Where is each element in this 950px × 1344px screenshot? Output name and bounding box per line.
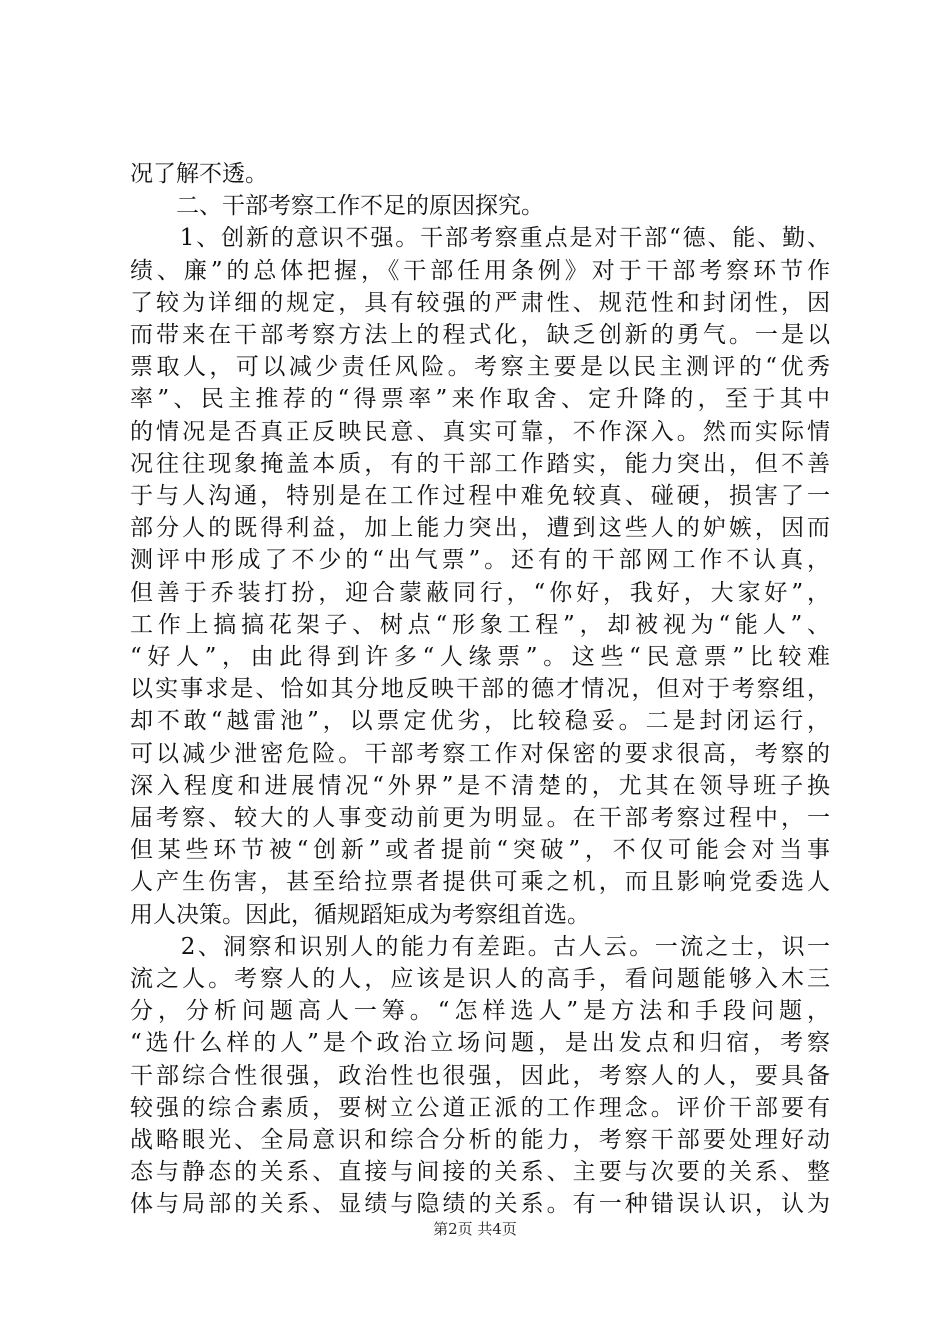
text-line: 部分人的既得利益，加上能力突出，遭到这些人的妒嫉，因而 <box>130 515 830 541</box>
text-line: 而带来在干部考察方法上的程式化，缺乏创新的勇气。一是以 <box>130 322 830 348</box>
page-footer: 第2页 共4页 <box>433 1220 517 1238</box>
text-line: 流之人。考察人的人，应该是识人的高手，看问题能够入木三 <box>130 966 830 992</box>
text-line: 况了解不透。 <box>130 161 268 187</box>
text-line: 深入程度和进展情况“外界”是不清楚的，尤其在领导班子换 <box>130 773 830 799</box>
text-line: 干部综合性很强，政治性也很强，因此，考察人的人，要具备 <box>130 1063 830 1089</box>
text-line: 届考察、较大的人事变动前更为明显。在干部考察过程中，一 <box>130 805 830 831</box>
text-line: 较强的综合素质，要树立公道正派的工作理念。评价干部要有 <box>130 1095 830 1121</box>
text-line: 分，分析问题高人一筹。“怎样选人”是方法和手段问题， <box>130 998 830 1024</box>
text-line: 1、创新的意识不强。干部考察重点是对干部“德、能、勤、 <box>130 225 830 251</box>
text-line: 可以减少泄密危险。干部考察工作对保密的要求很高，考察的 <box>130 741 830 767</box>
text-line: 但某些环节被“创新”或者提前“突破”，不仅可能会对当事 <box>130 837 830 863</box>
text-line: 态与静态的关系、直接与间接的关系、主要与次要的关系、整 <box>130 1159 830 1185</box>
text-line: 却不敢“越雷池”，以票定优劣，比较稳妥。二是封闭运行， <box>130 708 830 734</box>
text-line: 战略眼光、全局意识和综合分析的能力，考察干部要处理好动 <box>130 1127 830 1153</box>
text-line: 于与人沟通，特别是在工作过程中难免较真、碰硬，损害了一 <box>130 483 830 509</box>
text-line: 测评中形成了不少的“出气票”。还有的干部网工作不认真， <box>130 547 830 573</box>
text-line: 绩、廉”的总体把握，《干部任用条例》对于干部考察环节作 <box>130 258 830 284</box>
text-line: 票取人，可以减少责任风险。考察主要是以民主测评的“优秀 <box>130 354 830 380</box>
text-line: 以实事求是、恰如其分地反映干部的德才情况，但对于考察组， <box>130 676 830 702</box>
text-line: “选什么样的人”是个政治立场问题，是出发点和归宿，考察 <box>130 1030 830 1056</box>
text-line: 率”、民主推荐的“得票率”来作取舍、定升降的，至于其中 <box>130 386 830 412</box>
text-line: 体与局部的关系、显绩与隐绩的关系。有一种错误认识，认为 <box>130 1191 830 1217</box>
text-line: 的情况是否真正反映民意、真实可靠，不作深入。然而实际情 <box>130 419 830 445</box>
text-line: 2、洞察和识别人的能力有差距。古人云。一流之士，识一 <box>130 934 830 960</box>
text-line: “好人”，由此得到许多“人缘票”。这些“民意票”比较难 <box>130 644 830 670</box>
text-line: 工作上搞搞花架子、树点“形象工程”，却被视为“能人”、 <box>130 612 830 638</box>
text-line: 但善于乔装打扮，迎合蒙蔽同行，“你好，我好，大家好”， <box>130 580 830 606</box>
text-line: 了较为详细的规定，具有较强的严肃性、规范性和封闭性，因 <box>130 290 830 316</box>
text-line: 况往往现象掩盖本质，有的干部工作踏实，能力突出，但不善 <box>130 451 830 477</box>
text-line: 用人决策。因此，循规蹈矩成为考察组首选。 <box>130 902 590 928</box>
text-line: 二、干部考察工作不足的原因探究。 <box>130 193 544 219</box>
text-line: 人产生伤害，甚至给拉票者提供可乘之机，而且影响党委选人 <box>130 869 830 895</box>
